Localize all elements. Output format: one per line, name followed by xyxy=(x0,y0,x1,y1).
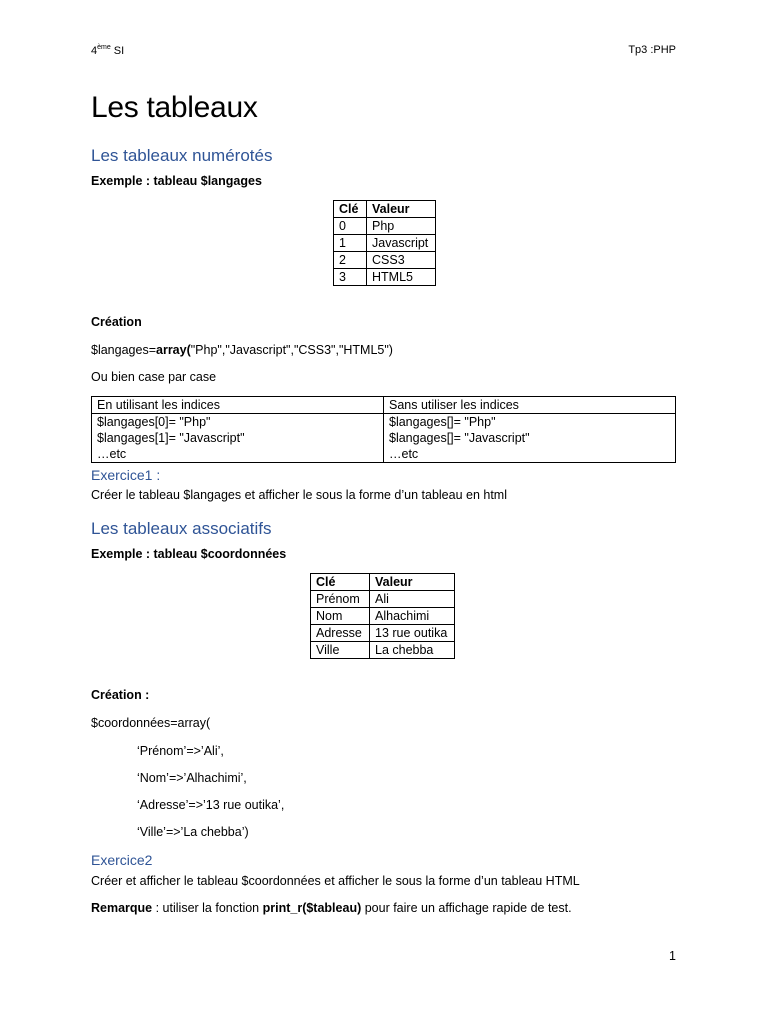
header-class: 4ème SI xyxy=(91,44,125,57)
table-row xyxy=(334,235,436,252)
creation-code: $langages=array("Php","Javascript","CSS3","HTML5") xyxy=(91,343,393,357)
header-cle: Clé xyxy=(334,201,367,218)
cell-key: Nom xyxy=(311,608,370,625)
header-valeur: Valeur xyxy=(367,201,436,218)
code-line: ‘Nom’=>’Alhachimi’, xyxy=(137,771,247,785)
table-row xyxy=(334,218,436,235)
creation-label: Création xyxy=(91,315,142,329)
cell-key: 0 xyxy=(334,218,367,235)
cell-value: 13 rue outika xyxy=(370,625,455,642)
table-row xyxy=(311,591,455,608)
cell-key: 2 xyxy=(334,252,367,269)
table-row xyxy=(311,625,455,642)
remark-text: Remarque : utiliser la fonction print_r($tableau) pour faire un affichage rapide de test. xyxy=(91,901,572,915)
cell-value: Ali xyxy=(370,591,455,608)
table-header-row xyxy=(334,201,436,218)
table-coordonnees xyxy=(310,573,455,659)
exercise2-title: Exercice2 xyxy=(91,852,153,868)
ou-bien-text: Ou bien case par case xyxy=(91,370,217,384)
section-heading-associative: Les tableaux associatifs xyxy=(91,519,272,538)
cell-value: HTML5 xyxy=(367,269,436,286)
code-line: $coordonnées=array( xyxy=(91,716,211,730)
table-row xyxy=(334,252,436,269)
cell-key: Adresse xyxy=(311,625,370,642)
compare-header-sans-indices: Sans utiliser les indices xyxy=(384,397,676,414)
table-row xyxy=(311,642,455,659)
creation-label-2: Création : xyxy=(91,688,150,702)
header-cle: Clé xyxy=(311,574,370,591)
section-heading-numbered: Les tableaux numérotés xyxy=(91,146,273,165)
cell-value: CSS3 xyxy=(367,252,436,269)
exercise1-title: Exercice1 : xyxy=(91,467,161,483)
cell-value: Php xyxy=(367,218,436,235)
code-line: ‘Ville’=>’La chebba’) xyxy=(137,825,249,839)
cell-value: Javascript xyxy=(367,235,436,252)
cell-value: Alhachimi xyxy=(370,608,455,625)
table-header-row xyxy=(311,574,455,591)
compare-cell-indices: $langages[0]= "Php" $langages[1]= "Javascript" …etc xyxy=(92,414,384,463)
header-valeur: Valeur xyxy=(370,574,455,591)
cell-key: Prénom xyxy=(311,591,370,608)
code-line: ‘Adresse’=>’13 rue outika’, xyxy=(137,798,285,812)
table-header-row xyxy=(92,397,676,414)
table-compare xyxy=(91,396,676,463)
cell-key: 1 xyxy=(334,235,367,252)
header-tp: Tp3 :PHP xyxy=(628,44,676,56)
page-title: Les tableaux xyxy=(91,91,258,124)
table-langages xyxy=(333,200,436,286)
cell-value: La chebba xyxy=(370,642,455,659)
table-row xyxy=(334,269,436,286)
example-label-coordonnees: Exemple : tableau $coordonnées xyxy=(91,547,287,561)
example-label-langages: Exemple : tableau $langages xyxy=(91,174,262,188)
table-row xyxy=(311,608,455,625)
compare-cell-sans-indices: $langages[]= "Php" $langages[]= "Javascript" …etc xyxy=(384,414,676,463)
code-line: ‘Prénom’=>’Ali’, xyxy=(137,744,224,758)
table-row xyxy=(92,414,676,463)
page-number: 1 xyxy=(669,949,676,963)
cell-key: 3 xyxy=(334,269,367,286)
exercise2-text: Créer et afficher le tableau $coordonnées et afficher le sous la forme d’un tableau HTML xyxy=(91,874,580,888)
cell-key: Ville xyxy=(311,642,370,659)
exercise1-text: Créer le tableau $langages et afficher le sous la forme d’un tableau en html xyxy=(91,488,507,502)
compare-header-indices: En utilisant les indices xyxy=(92,397,384,414)
